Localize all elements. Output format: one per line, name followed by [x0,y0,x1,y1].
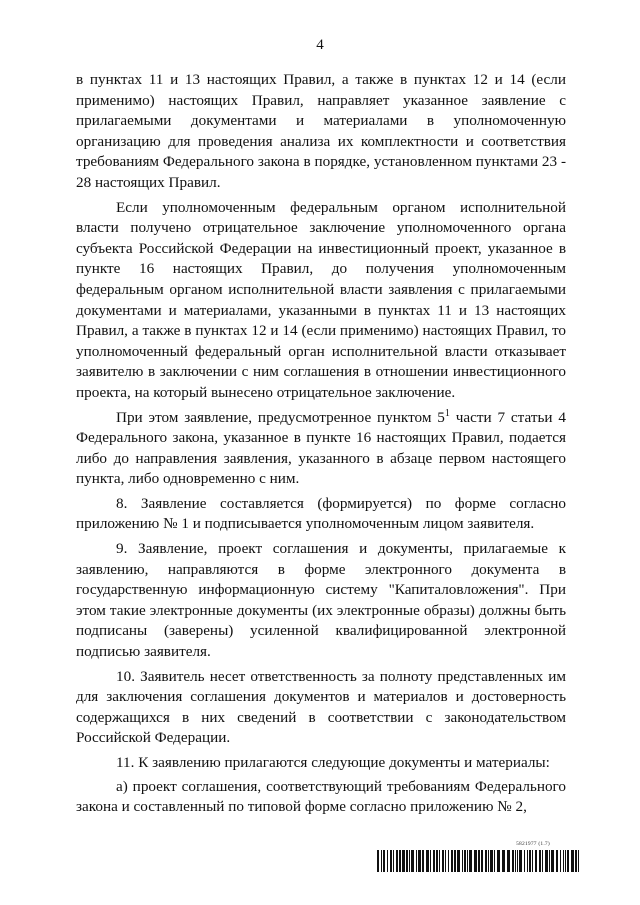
barcode-stripe [409,850,410,872]
barcode-stripe [445,850,446,872]
barcode-stripe [507,850,510,872]
barcode-stripe [402,850,405,872]
barcode-stripe [485,850,487,872]
document-body [76,70,566,822]
paragraph-item-11a: а) проект соглашения, соответствующий требованиям Федерального закона и составленный по типовой форме согласно приложению № 2, [76,777,566,816]
barcode-stripe [426,850,429,872]
barcode-stripe [551,850,554,872]
paragraph-application-timing-end: части 7 статьи 4 Федерального закона, указанное в пункте 16 настоящих Правил, подается либо до направления заявления, указанного в абзаце первом настоящего пункта, либо одновременно с ним. [76,408,566,488]
barcode-stripe [439,850,440,872]
paragraph-application-timing [76,408,566,490]
barcode-stripe [467,850,468,872]
barcode-stripe [481,850,483,872]
barcode-stripe [529,850,531,872]
page-number: 4 [316,37,324,53]
barcode-stripe [387,850,388,872]
barcode-stripe [383,850,385,872]
barcode-stripe [535,850,537,872]
barcode-stripe [377,850,379,872]
barcode-stripe [571,850,574,872]
barcode-stripe [524,850,525,872]
paragraph-item-10: 10. Заявитель несет ответственность за полноту представленных им для заключения соглашения документов и материалов и достоверность содержащихся в них сведений в соответствии с законодательством Российской Федерации. [76,667,566,747]
paragraph-negative-conclusion: Если уполномоченным федеральным органом исполнительной власти получено отрицательное заключение уполномоченного органа субъекта Российской Федерации на инвестиционный проект, указанное в пункте 16 настоящих Правил, до получения уполномоченным федеральным органом исполнительной власти заявления с прилагаемыми документами и материалами, указанными в пунктах 11 и 13 настоящих Правил, а также в пунктах 12 и 14 (если применимо) настоящих Правил, то уполномоченный федеральный орган исполнительной власти отказывает заявителю в заключении с ним соглашения в отношении инвестиционного проекта, на который вынесено отрицательное заключение. [76,198,566,401]
paragraph-item-8: 8. Заявление составляется (формируется) по форме согласно приложению № 1 и подписывается уполномоченным лицом заявителя. [76,494,566,533]
barcode-stripe [488,850,489,872]
barcode-stripe [399,850,401,872]
barcode-stripe [416,850,417,872]
barcode-stripe [563,850,564,872]
document-code: 5821977 (1.7) [516,841,550,847]
barcode-stripe [517,850,518,872]
barcode-stripe [560,850,561,872]
barcode-stripe [545,850,548,872]
barcode-stripe [565,850,566,872]
barcode-stripe [433,850,435,872]
barcode-stripe [490,850,493,872]
barcode-stripe [448,850,449,872]
barcode-stripe [464,850,466,872]
barcode-stripe [556,850,558,872]
barcode-stripe [422,850,424,872]
barcode-stripe [567,850,569,872]
barcode-stripe [578,850,579,872]
barcode-stripe [515,850,516,872]
barcode-stripe [494,850,495,872]
barcode-stripe [442,850,444,872]
barcode-stripe [519,850,522,872]
paragraph-continuation: в пунктах 11 и 13 настоящих Правил, а также в пунктах 12 и 14 (если применимо) настоящих Правил, направляет указанное заявление с прилагаемыми документами и материалами в уполномоченную организацию для проведения анализа их комплектности и соответствия требованиям Федерального закона в порядке, установленном пунктами 23 - 28 настоящих Правил. [76,71,566,191]
barcode-stripe [436,850,438,872]
barcode-stripe [474,850,477,872]
barcode-stripe [454,850,456,872]
barcode-stripe [418,850,421,872]
paragraph-item-9: 9. Заявление, проект соглашения и документы, прилагаемые к заявлению, направляются в форме электронного документа в государственную информационную систему "Капиталовложения". При этом такие электронные документы (их электронные образы) должны быть подписаны (заверены) усиленной квалифицированной электронной подписью заявителя. [76,540,566,661]
superscript-1: 1 [444,407,450,419]
barcode-stripe [411,850,414,872]
barcode-stripe [406,850,408,872]
barcode-stripe [539,850,541,872]
barcode-stripe [497,850,500,872]
barcode-stripe [381,850,382,872]
barcode-stripe [512,850,514,872]
barcode-stripe [527,850,528,872]
barcode-stripe [549,850,550,872]
paragraph-application-timing-start: При этом заявление, предусмотренное пунктом 5 [116,408,445,426]
barcode-stripe [457,850,460,872]
barcode-stripe [430,850,431,872]
barcode-stripe [542,850,543,872]
barcode-stripe [502,850,505,872]
barcode-graphic [377,850,582,872]
barcode-stripe [532,850,533,872]
barcode-stripe [396,850,398,872]
barcode-stripe [462,850,463,872]
barcode-stripe [575,850,577,872]
barcode-stripe [390,850,392,872]
barcode-stripe [393,850,394,872]
barcode-stripe [478,850,480,872]
barcode-stripe [469,850,472,872]
paragraph-item-11: 11. К заявлению прилагаются следующие документы и материалы: [116,754,550,771]
barcode-stripe [451,850,453,872]
